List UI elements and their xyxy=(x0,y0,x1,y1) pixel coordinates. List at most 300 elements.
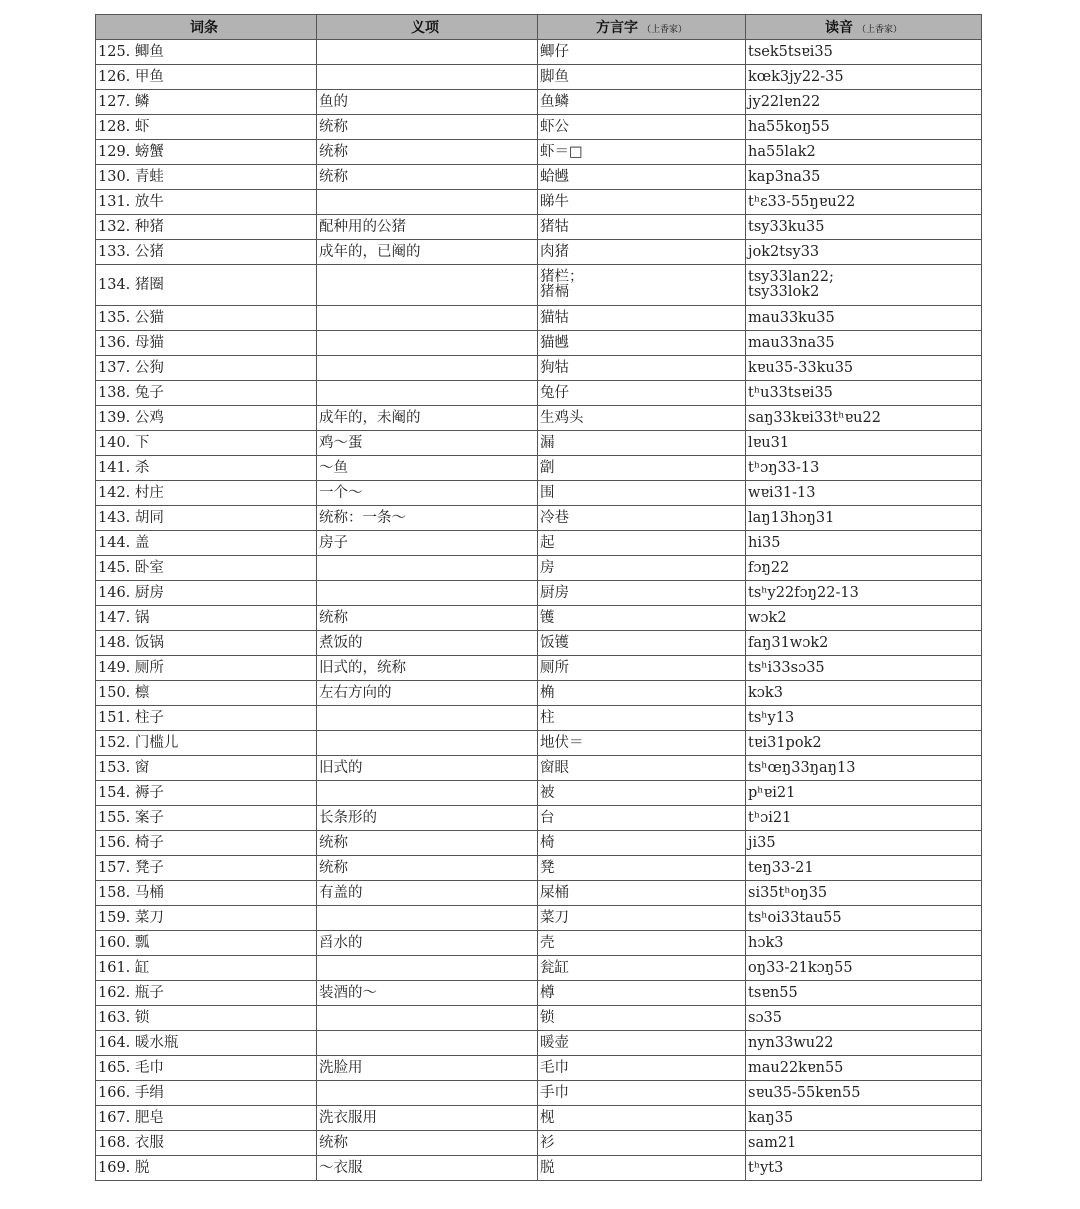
sense-cell: 统称 xyxy=(317,856,538,881)
entry-cell: 146. 厨房 xyxy=(96,581,317,606)
dialect-cell xyxy=(538,265,746,306)
sense-cell: 成年的，已阉的 xyxy=(317,240,538,265)
dialect-cell xyxy=(538,1081,746,1106)
pronunciation-cell-line: tsʰoi33tau55 xyxy=(748,909,842,926)
sense-cell: 统称：一条～ xyxy=(317,506,538,531)
dialect-cell xyxy=(538,165,746,190)
sense-cell: 有盖的 xyxy=(317,881,538,906)
table-row xyxy=(96,40,982,65)
dialect-cell xyxy=(538,240,746,265)
dialect-cell-line: 樽 xyxy=(540,984,555,1001)
table-row xyxy=(96,981,982,1006)
table-row xyxy=(96,406,982,431)
entry-cell: 159. 菜刀 xyxy=(96,906,317,931)
dialect-cell xyxy=(538,981,746,1006)
dialect-cell xyxy=(538,581,746,606)
dialect-cell xyxy=(538,456,746,481)
dialect-cell-line: 桷 xyxy=(540,684,555,701)
dialect-cell-line: 兔仔 xyxy=(540,384,569,401)
pronunciation-cell xyxy=(746,756,982,781)
sense-cell: 统称 xyxy=(317,606,538,631)
sense-cell xyxy=(317,906,538,931)
dialect-cell xyxy=(538,931,746,956)
pronunciation-cell xyxy=(746,781,982,806)
dialect-cell-line: 壳 xyxy=(540,934,555,951)
dialect-cell-line: 手巾 xyxy=(540,1084,569,1101)
entry-cell: 136. 母猫 xyxy=(96,331,317,356)
pronunciation-cell-line: kaŋ35 xyxy=(748,1109,794,1126)
dialect-cell xyxy=(538,506,746,531)
sense-cell: ～衣服 xyxy=(317,1156,538,1181)
pronunciation-cell xyxy=(746,906,982,931)
sense-cell: 鸡～蛋 xyxy=(317,431,538,456)
pronunciation-cell-line: oŋ33-21kɔŋ55 xyxy=(748,959,853,976)
dialect-cell xyxy=(538,731,746,756)
dialect-cell xyxy=(538,1006,746,1031)
pronunciation-cell xyxy=(746,90,982,115)
table-row xyxy=(96,631,982,656)
dialect-cell-line: 厨房 xyxy=(540,584,569,601)
header-pronunciation-label: 读音 xyxy=(824,20,853,36)
entry-cell: 133. 公猪 xyxy=(96,240,317,265)
header-pronunciation xyxy=(746,15,982,40)
pronunciation-cell xyxy=(746,806,982,831)
table-row xyxy=(96,881,982,906)
pronunciation-cell xyxy=(746,265,982,306)
dialect-cell-line: 猪槅 xyxy=(540,284,569,300)
pronunciation-cell-line: fɔŋ22 xyxy=(748,559,790,576)
header-dialect-label: 方言字 xyxy=(595,20,638,36)
table-row xyxy=(96,606,982,631)
dialect-cell-line: 窗眼 xyxy=(540,759,569,776)
dialect-cell xyxy=(538,831,746,856)
sense-cell xyxy=(317,956,538,981)
pronunciation-cell-line: sam21 xyxy=(748,1134,797,1151)
dialect-cell-line: 起 xyxy=(540,534,555,551)
dialect-cell-line: 枧 xyxy=(540,1109,555,1126)
pronunciation-cell xyxy=(746,1081,982,1106)
sense-cell: ～鱼 xyxy=(317,456,538,481)
entry-cell: 126. 甲鱼 xyxy=(96,65,317,90)
pronunciation-cell xyxy=(746,681,982,706)
dialect-cell xyxy=(538,406,746,431)
pronunciation-cell xyxy=(746,981,982,1006)
pronunciation-cell-line: tʰu33tsɐi35 xyxy=(748,384,833,401)
entry-cell: 161. 缸 xyxy=(96,956,317,981)
dialect-cell xyxy=(538,706,746,731)
table-row xyxy=(96,356,982,381)
dialect-cell-line: 暖壶 xyxy=(540,1034,569,1051)
header-entry-label: 词条 xyxy=(190,20,218,36)
table-row xyxy=(96,140,982,165)
dialect-cell-line: 饭镬 xyxy=(540,634,569,651)
pronunciation-cell-line: sɐu35-55kɐn55 xyxy=(748,1084,861,1101)
table-row xyxy=(96,165,982,190)
dialect-cell xyxy=(538,806,746,831)
entry-cell: 169. 脱 xyxy=(96,1156,317,1181)
entry-cell: 154. 褥子 xyxy=(96,781,317,806)
dialect-cell xyxy=(538,306,746,331)
sense-cell: 左右方向的 xyxy=(317,681,538,706)
dialect-cell xyxy=(538,356,746,381)
dialect-cell-line: 被 xyxy=(540,784,555,801)
pronunciation-cell-line: kɐu35-33ku35 xyxy=(748,359,854,376)
pronunciation-cell-line: pʰɐi21 xyxy=(748,784,796,801)
sense-cell xyxy=(317,265,538,306)
dialect-cell-line: 狗牯 xyxy=(540,359,569,376)
pronunciation-cell-line: tsʰi33sɔ35 xyxy=(748,659,825,676)
sense-cell xyxy=(317,781,538,806)
table-row xyxy=(96,431,982,456)
dialect-cell-line: 毛巾 xyxy=(540,1059,569,1076)
pronunciation-cell-line: tsy33lan22; xyxy=(748,269,834,285)
pronunciation-cell xyxy=(746,1106,982,1131)
dialect-cell xyxy=(538,431,746,456)
dialect-cell-line: 生鸡头 xyxy=(540,409,584,426)
pronunciation-cell-line: tʰyt3 xyxy=(748,1159,784,1176)
dialect-cell-line: 蛤乸 xyxy=(540,168,569,185)
table-row xyxy=(96,906,982,931)
sense-cell: 旧式的，统称 xyxy=(317,656,538,681)
entry-cell: 167. 肥皂 xyxy=(96,1106,317,1131)
table-row xyxy=(96,581,982,606)
sense-cell xyxy=(317,306,538,331)
pronunciation-cell xyxy=(746,140,982,165)
table-row xyxy=(96,65,982,90)
dialect-cell-line: 猫乸 xyxy=(540,334,569,351)
pronunciation-cell xyxy=(746,1056,982,1081)
dialect-cell xyxy=(538,1056,746,1081)
table-row xyxy=(96,481,982,506)
pronunciation-cell xyxy=(746,606,982,631)
dialect-cell-line: 凳 xyxy=(540,859,555,876)
table-row xyxy=(96,556,982,581)
dialect-cell xyxy=(538,656,746,681)
dialect-cell-line: 虾＝□ xyxy=(540,143,583,160)
pronunciation-cell xyxy=(746,531,982,556)
entry-cell: 155. 案子 xyxy=(96,806,317,831)
table-row xyxy=(96,1006,982,1031)
table-row xyxy=(96,456,982,481)
pronunciation-cell-line: sɔ35 xyxy=(748,1009,783,1026)
entry-cell: 150. 檩 xyxy=(96,681,317,706)
pronunciation-cell-line: jy22lɐn22 xyxy=(748,93,821,110)
entry-cell: 156. 椅子 xyxy=(96,831,317,856)
table-row xyxy=(96,506,982,531)
sense-cell xyxy=(317,1081,538,1106)
sense-cell: 统称 xyxy=(317,140,538,165)
pronunciation-cell xyxy=(746,1031,982,1056)
pronunciation-cell-line: hi35 xyxy=(748,534,781,551)
dialect-cell xyxy=(538,1131,746,1156)
table-row xyxy=(96,806,982,831)
pronunciation-cell-line: kɔk3 xyxy=(748,684,783,701)
table-row xyxy=(96,1031,982,1056)
table-row xyxy=(96,190,982,215)
sense-cell: 统称 xyxy=(317,831,538,856)
dialect-cell xyxy=(538,1156,746,1181)
entry-cell: 163. 锁 xyxy=(96,1006,317,1031)
sense-cell: 一个～ xyxy=(317,481,538,506)
sense-cell: 旧式的 xyxy=(317,756,538,781)
sense-cell: 装酒的～ xyxy=(317,981,538,1006)
pronunciation-cell-line: tsy33ku35 xyxy=(748,218,825,235)
pronunciation-cell xyxy=(746,306,982,331)
dialect-cell xyxy=(538,956,746,981)
dialect-cell-line: 鲫仔 xyxy=(540,43,569,60)
dialect-cell-line: 屎桶 xyxy=(540,884,569,901)
entry-cell: 142. 村庄 xyxy=(96,481,317,506)
pronunciation-cell-line: tʰɔŋ33-13 xyxy=(748,459,820,476)
table-row xyxy=(96,956,982,981)
pronunciation-cell-line: mau33ku35 xyxy=(748,309,835,326)
pronunciation-cell xyxy=(746,356,982,381)
pronunciation-cell xyxy=(746,381,982,406)
pronunciation-cell-line: saŋ33kɐi33tʰɐu22 xyxy=(748,409,881,426)
dialect-cell-line: 围 xyxy=(540,484,555,501)
pronunciation-cell xyxy=(746,481,982,506)
header-dialect xyxy=(538,15,746,40)
header-entry xyxy=(96,15,317,40)
dialect-cell-line: 菜刀 xyxy=(540,909,569,926)
pronunciation-cell-line: hɔk3 xyxy=(748,934,784,951)
dialect-cell xyxy=(538,215,746,240)
dialect-cell-line: 劏 xyxy=(540,459,555,476)
entry-cell: 164. 暖水瓶 xyxy=(96,1031,317,1056)
entry-cell: 158. 马桶 xyxy=(96,881,317,906)
table-row xyxy=(96,240,982,265)
pronunciation-cell-line: ha55koŋ55 xyxy=(748,118,830,135)
pronunciation-cell xyxy=(746,831,982,856)
table-row xyxy=(96,1056,982,1081)
pronunciation-cell xyxy=(746,631,982,656)
table-row xyxy=(96,731,982,756)
pronunciation-cell xyxy=(746,856,982,881)
pronunciation-cell-line: faŋ31wɔk2 xyxy=(748,634,829,651)
sense-cell xyxy=(317,1031,538,1056)
dialect-cell xyxy=(538,856,746,881)
pronunciation-cell xyxy=(746,406,982,431)
sense-cell xyxy=(317,40,538,65)
sense-cell: 煮饭的 xyxy=(317,631,538,656)
pronunciation-cell-line: mau33na35 xyxy=(748,334,835,351)
pronunciation-cell-line: wɐi31-13 xyxy=(748,484,816,501)
sense-cell: 房子 xyxy=(317,531,538,556)
entry-cell: 165. 毛巾 xyxy=(96,1056,317,1081)
dialect-cell xyxy=(538,90,746,115)
dialect-cell xyxy=(538,631,746,656)
pronunciation-cell-line: si35tʰoŋ35 xyxy=(748,884,828,901)
sense-cell xyxy=(317,190,538,215)
sense-cell: 成年的，未阉的 xyxy=(317,406,538,431)
dialect-cell-line: 地伏＝ xyxy=(540,734,584,751)
pronunciation-cell xyxy=(746,931,982,956)
pronunciation-cell xyxy=(746,165,982,190)
pronunciation-cell-line: kap3na35 xyxy=(748,168,821,185)
sense-cell: 洗脸用 xyxy=(317,1056,538,1081)
sense-cell: 鱼的 xyxy=(317,90,538,115)
pronunciation-cell xyxy=(746,706,982,731)
sense-cell: 舀水的 xyxy=(317,931,538,956)
table-row xyxy=(96,681,982,706)
dialect-cell-line: 肉猪 xyxy=(540,243,569,260)
dialect-cell-line: 衫 xyxy=(540,1134,555,1151)
pronunciation-cell-line: tsek5tsɐi35 xyxy=(748,43,833,60)
dialect-cell xyxy=(538,190,746,215)
entry-cell: 143. 胡同 xyxy=(96,506,317,531)
header-row xyxy=(96,15,982,40)
table-header xyxy=(96,15,982,40)
table-row xyxy=(96,781,982,806)
header-sense xyxy=(317,15,538,40)
sense-cell: 统称 xyxy=(317,1131,538,1156)
dialect-cell-line: 虾公 xyxy=(540,118,569,135)
dialect-cell-line: 鱼鳞 xyxy=(540,93,569,110)
dialect-cell xyxy=(538,781,746,806)
dialect-cell xyxy=(538,381,746,406)
sense-cell xyxy=(317,331,538,356)
entry-cell: 149. 厕所 xyxy=(96,656,317,681)
pronunciation-cell xyxy=(746,731,982,756)
pronunciation-cell xyxy=(746,556,982,581)
entry-cell: 151. 柱子 xyxy=(96,706,317,731)
pronunciation-cell xyxy=(746,40,982,65)
pronunciation-cell-line: lɐu31 xyxy=(748,434,790,451)
dialect-cell xyxy=(538,531,746,556)
sense-cell: 长条形的 xyxy=(317,806,538,831)
sense-cell xyxy=(317,65,538,90)
entry-cell: 147. 锅 xyxy=(96,606,317,631)
entry-cell: 128. 虾 xyxy=(96,115,317,140)
entry-cell: 153. 窗 xyxy=(96,756,317,781)
pronunciation-cell xyxy=(746,656,982,681)
dialect-cell-line: 锁 xyxy=(540,1009,555,1026)
table-row xyxy=(96,381,982,406)
entry-cell: 144. 盖 xyxy=(96,531,317,556)
table-row xyxy=(96,1081,982,1106)
dialect-cell xyxy=(538,481,746,506)
dialect-cell-line: 椅 xyxy=(540,834,555,851)
dialect-cell-line: 镬 xyxy=(540,609,555,626)
dialect-cell-line: 房 xyxy=(540,559,555,576)
dialect-cell-line: 猫牯 xyxy=(540,309,569,326)
dialect-cell xyxy=(538,606,746,631)
table-body xyxy=(96,40,982,1181)
pronunciation-cell xyxy=(746,190,982,215)
pronunciation-cell-line: tɐi31pok2 xyxy=(748,734,822,751)
entry-cell: 168. 衣服 xyxy=(96,1131,317,1156)
entry-cell: 157. 凳子 xyxy=(96,856,317,881)
entry-cell: 162. 瓶子 xyxy=(96,981,317,1006)
pronunciation-cell xyxy=(746,115,982,140)
pronunciation-cell-line: mau22kɐn55 xyxy=(748,1059,844,1076)
header-dialect-note: （上香家） xyxy=(641,25,687,35)
dialect-cell xyxy=(538,115,746,140)
entry-cell: 140. 下 xyxy=(96,431,317,456)
entry-cell: 145. 卧室 xyxy=(96,556,317,581)
sense-cell: 洗衣服用 xyxy=(317,1106,538,1131)
dialect-cell-line: 漏 xyxy=(540,434,555,451)
entry-cell: 125. 鲫鱼 xyxy=(96,40,317,65)
header-pronunciation-note: （上香家） xyxy=(856,25,902,35)
pronunciation-cell xyxy=(746,431,982,456)
table-row xyxy=(96,856,982,881)
table-row xyxy=(96,931,982,956)
dialect-cell-line: 瓮缸 xyxy=(540,959,569,976)
pronunciation-cell-line: tsy33lok2 xyxy=(748,284,820,300)
sense-cell xyxy=(317,356,538,381)
pronunciation-cell-line: teŋ33-21 xyxy=(748,859,814,876)
sense-cell xyxy=(317,1006,538,1031)
entry-cell: 130. 青蛙 xyxy=(96,165,317,190)
table-row xyxy=(96,331,982,356)
entry-cell: 139. 公鸡 xyxy=(96,406,317,431)
pronunciation-cell xyxy=(746,1156,982,1181)
sense-cell: 统称 xyxy=(317,165,538,190)
pronunciation-cell xyxy=(746,65,982,90)
dialect-cell-line: 厕所 xyxy=(540,659,569,676)
sense-cell xyxy=(317,731,538,756)
pronunciation-cell-line: laŋ13hɔŋ31 xyxy=(748,509,835,526)
entry-cell: 148. 饭锅 xyxy=(96,631,317,656)
dialect-cell xyxy=(538,681,746,706)
dialect-cell-line: 脱 xyxy=(540,1159,555,1176)
entry-cell: 137. 公狗 xyxy=(96,356,317,381)
dialect-cell xyxy=(538,881,746,906)
table-row xyxy=(96,1156,982,1181)
dialect-cell-line: 冷巷 xyxy=(540,509,569,526)
dialect-cell-line: 脚鱼 xyxy=(540,68,569,85)
pronunciation-cell xyxy=(746,956,982,981)
entry-cell: 166. 手绢 xyxy=(96,1081,317,1106)
dialect-cell xyxy=(538,906,746,931)
dialect-vocabulary-table xyxy=(95,14,982,1181)
table-row xyxy=(96,706,982,731)
pronunciation-cell-line: nyn33wu22 xyxy=(748,1034,834,1051)
entry-cell: 135. 公猫 xyxy=(96,306,317,331)
table-row xyxy=(96,265,982,306)
pronunciation-cell-line: wɔk2 xyxy=(748,609,787,626)
table-row xyxy=(96,1106,982,1131)
pronunciation-cell-line: tsʰy22fɔŋ22-13 xyxy=(748,584,859,601)
entry-cell: 134. 猪圈 xyxy=(96,265,317,306)
pronunciation-cell-line: tsʰœŋ33ŋaŋ13 xyxy=(748,759,856,776)
sense-cell xyxy=(317,581,538,606)
dialect-cell xyxy=(538,40,746,65)
pronunciation-cell-line: tsɐn55 xyxy=(748,984,798,1001)
pronunciation-cell-line: tʰɔi21 xyxy=(748,809,792,826)
dialect-cell-line: 台 xyxy=(540,809,555,826)
entry-cell: 127. 鳞 xyxy=(96,90,317,115)
sense-cell xyxy=(317,556,538,581)
dialect-cell xyxy=(538,756,746,781)
pronunciation-cell-line: ji35 xyxy=(748,834,776,851)
dialect-cell-line: 猪牯 xyxy=(540,218,569,235)
pronunciation-cell-line: tsʰy13 xyxy=(748,709,795,726)
dialect-cell xyxy=(538,1106,746,1131)
dialect-cell xyxy=(538,1031,746,1056)
entry-cell: 129. 螃蟹 xyxy=(96,140,317,165)
pronunciation-cell xyxy=(746,215,982,240)
table-row xyxy=(96,90,982,115)
sense-cell: 统称 xyxy=(317,115,538,140)
table-row xyxy=(96,115,982,140)
pronunciation-cell xyxy=(746,331,982,356)
entry-cell: 138. 兔子 xyxy=(96,381,317,406)
pronunciation-cell-line: jok2tsy33 xyxy=(748,243,820,260)
dialect-cell-line: 睇牛 xyxy=(540,193,569,210)
table-row xyxy=(96,656,982,681)
